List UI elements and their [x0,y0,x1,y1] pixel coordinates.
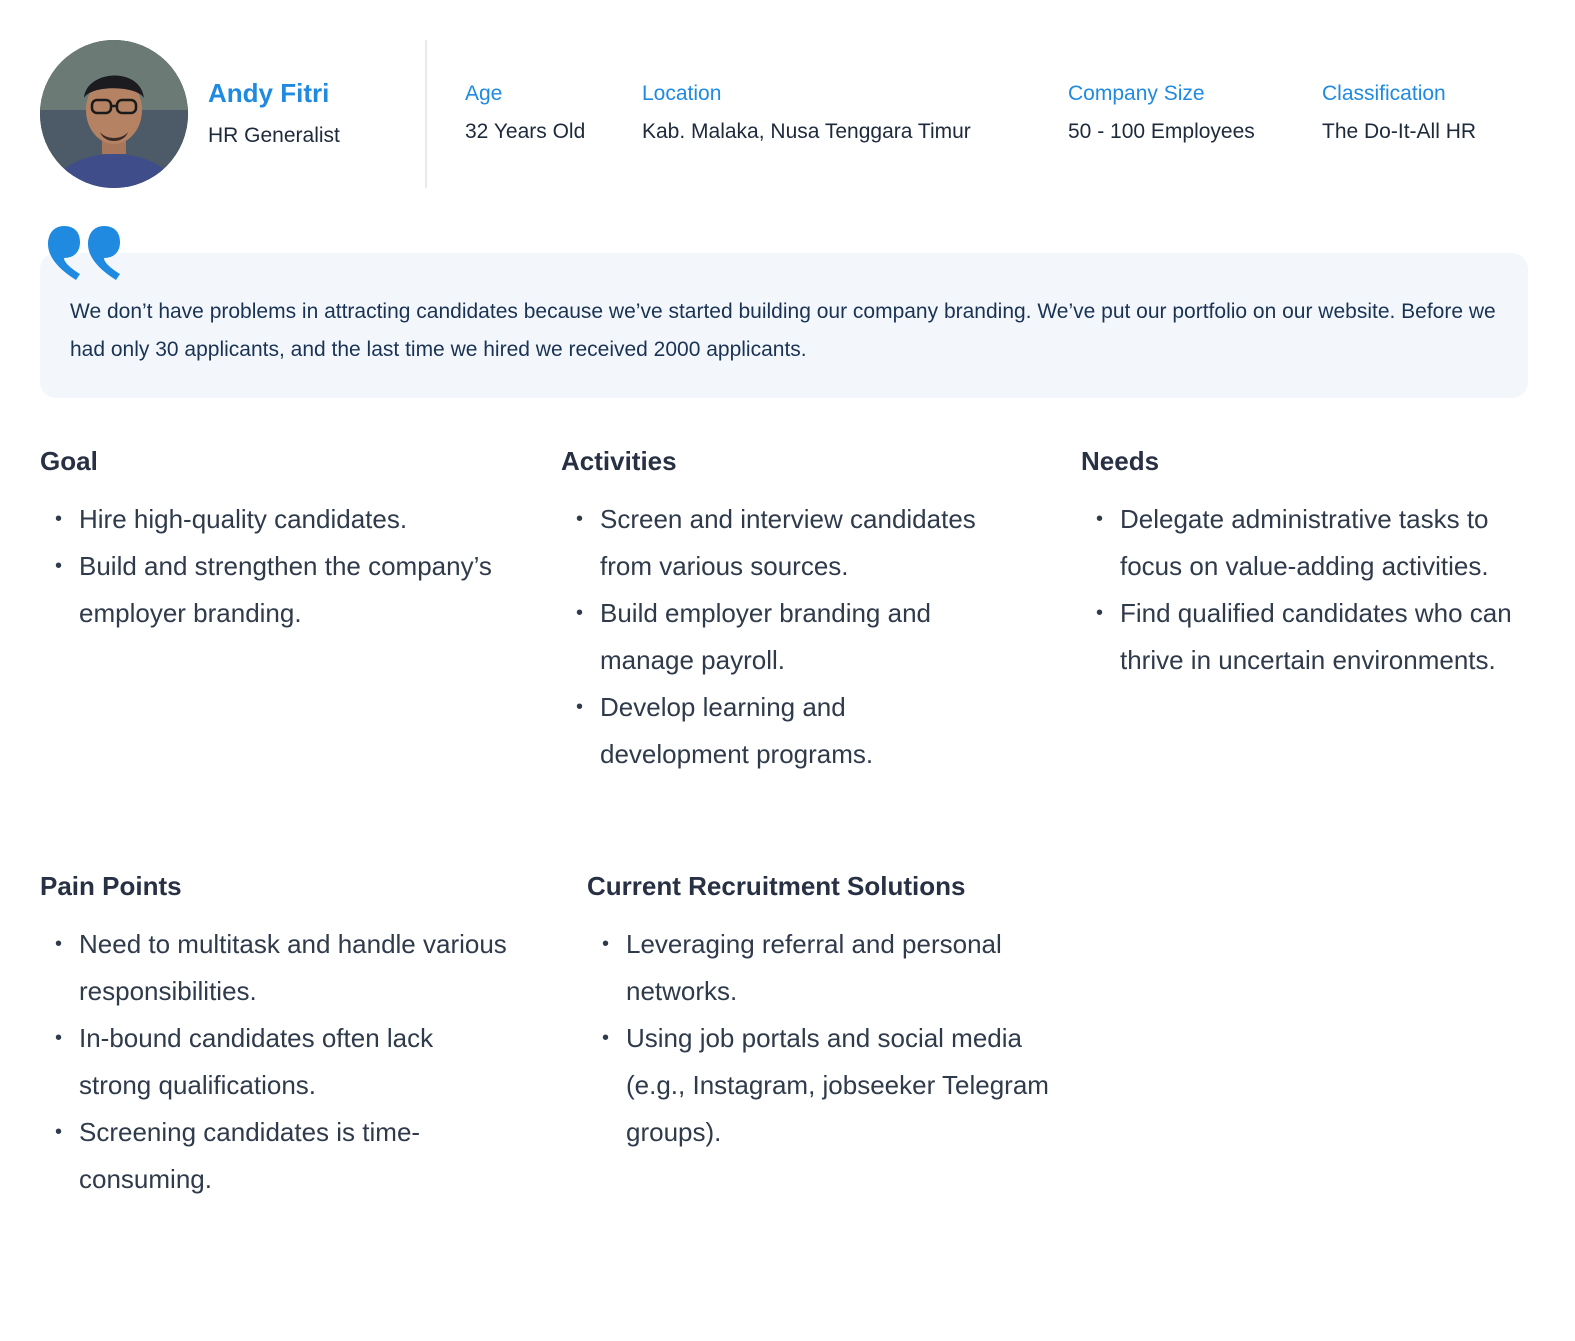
list-item: • Find qualified candidates who can thrive in uncertain environments. [1096,598,1512,675]
section-title-needs: Needs [1081,446,1160,476]
solutions-list [587,921,1057,1156]
needs-list [1081,496,1531,684]
quote-text: We don’t have problems in attracting candidates because we’ve started building our company branding. We’ve put our portfolio on our website. Before we had only 30 applicants, and the last time we hired we received 2000 applicants. [70,300,1496,361]
section-title-pain-points: Pain Points [40,871,182,901]
list-item: • Build employer branding and manage payroll. [576,598,931,675]
list-item: • Leveraging referral and personal networks. [602,929,1002,1006]
list-item: • Delegate administrative tasks to focus on value-adding activities. [1096,504,1489,581]
meta-value-location: Kab. Malaka, Nusa Tenggara Timur [642,120,971,143]
section-title-solutions: Current Recruitment Solutions [587,871,966,901]
meta-value-age: 32 Years Old [465,120,586,143]
person-photo-icon [40,40,188,188]
list-item: • Develop learning and development programs. [576,692,874,769]
avatar [40,40,188,188]
list-item: • Using job portals and social media (e.g., Instagram, jobseeker Telegram groups). [602,1023,1049,1147]
quote-icon [46,224,126,287]
meta-value-classification: The Do-It-All HR [1322,120,1477,143]
list-item: • Screen and interview candidates from various sources. [576,504,976,581]
meta-label-age: Age [465,82,503,105]
meta-label-classification: Classification [1322,82,1446,105]
persona-role: HR Generalist [208,124,340,147]
meta-value-company-size: 50 - 100 Employees [1068,120,1255,143]
list-item: • In-bound candidates often lack strong qualifications. [55,1023,434,1100]
list-item: • Hire high-quality candidates. [55,504,408,534]
list-item: • Build and strengthen the company’s employer branding. [55,551,492,628]
activities-list [561,496,991,778]
meta-label-company-size: Company Size [1068,82,1205,105]
header-divider [425,40,427,188]
section-title-goal: Goal [40,446,98,476]
list-item: • Screening candidates is time-consuming. [55,1117,421,1194]
pain-points-list [40,921,510,1203]
list-item: • Need to multitask and handle various responsibilities. [55,929,507,1006]
persona-name: Andy Fitri [208,78,330,108]
goal-list [40,496,510,637]
section-title-activities: Activities [561,446,677,476]
meta-label-location: Location [642,82,722,105]
